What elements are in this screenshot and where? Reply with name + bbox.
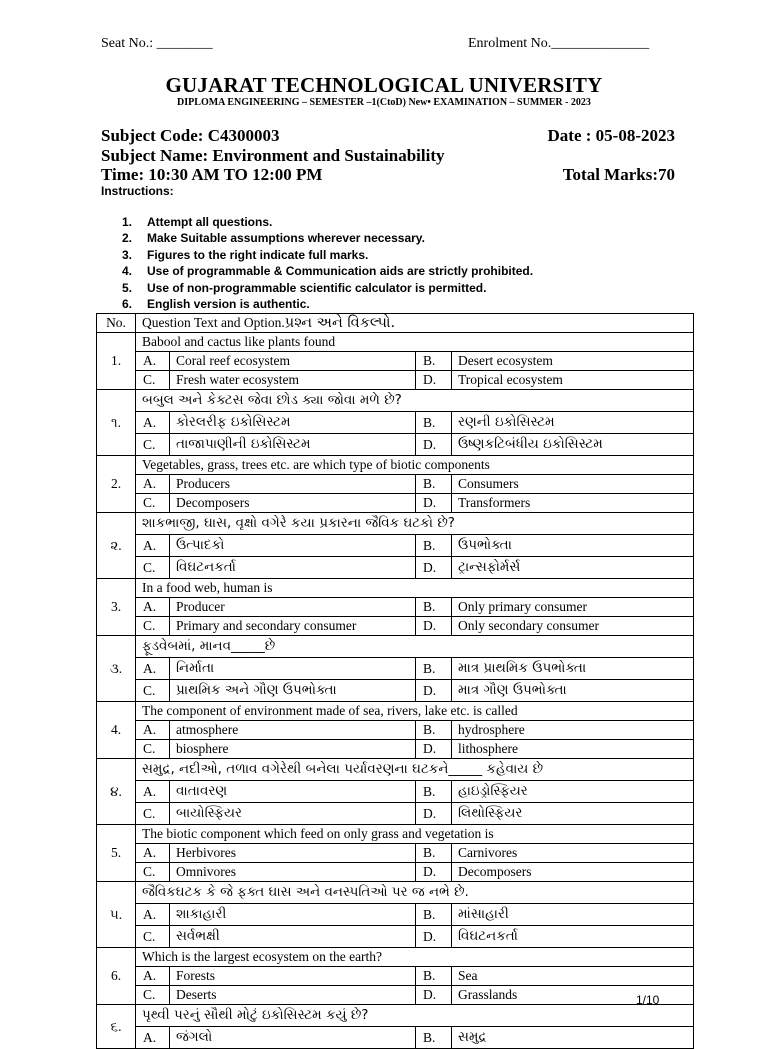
option-d-text: Tropical ecosystem bbox=[452, 371, 694, 390]
question-text: In a food web, human is bbox=[136, 579, 694, 598]
question-text: Vegetables, grass, trees etc. are which type of biotic components bbox=[136, 456, 694, 475]
question-text: Babool and cactus like plants found bbox=[136, 333, 694, 352]
option-row bbox=[97, 781, 694, 803]
option-b-text: ઉપભોક્તા bbox=[452, 535, 694, 557]
option-d-text: વિઘટનકર્તા bbox=[452, 926, 694, 948]
question-number: ૨. bbox=[97, 513, 136, 579]
option-row bbox=[97, 557, 694, 579]
option-row bbox=[97, 863, 694, 882]
option-row bbox=[97, 598, 694, 617]
question-row bbox=[97, 390, 694, 412]
option-row bbox=[97, 926, 694, 948]
option-b-label: B. bbox=[416, 844, 452, 863]
option-d-label: D. bbox=[416, 803, 452, 825]
page-number: 1/10 bbox=[636, 993, 660, 1007]
question-number: ૫. bbox=[97, 882, 136, 948]
question-text: શાકભાજી, ઘાસ, વૃક્ષો વગેરે કયા પ્રકારના જૈવિક ઘટકો છે? bbox=[136, 513, 694, 535]
question-text: જૈવિકઘટક કે જે ફક્ત ઘાસ અને વનસ્પતિઓ પર જ નભે છે. bbox=[136, 882, 694, 904]
question-number: 3. bbox=[97, 579, 136, 636]
option-c-label: C. bbox=[136, 863, 170, 882]
option-d-label: D. bbox=[416, 617, 452, 636]
option-a-text: વાતાવરણ bbox=[170, 781, 416, 803]
question-number: 5. bbox=[97, 825, 136, 882]
option-d-label: D. bbox=[416, 740, 452, 759]
option-row bbox=[97, 371, 694, 390]
option-b-text: Sea bbox=[452, 967, 694, 986]
question-row bbox=[97, 702, 694, 721]
question-row bbox=[97, 825, 694, 844]
option-c-text: વિઘટનકર્તા bbox=[170, 557, 416, 579]
option-c-label: C. bbox=[136, 557, 170, 579]
option-row bbox=[97, 904, 694, 926]
instruction-item bbox=[122, 247, 533, 263]
question-text: પૃથ્વી પરનું સૌથી મોટું ઇકોસિસ્ટમ કયું છે? bbox=[136, 1005, 694, 1027]
instruction-item bbox=[122, 230, 533, 246]
option-a-label: A. bbox=[136, 721, 170, 740]
option-d-label: D. bbox=[416, 434, 452, 456]
option-row bbox=[97, 617, 694, 636]
instruction-text: Use of programmable & Communication aids are strictly prohibited. bbox=[147, 264, 534, 279]
question-row bbox=[97, 948, 694, 967]
option-d-text: Decomposers bbox=[452, 863, 694, 882]
option-c-text: Decomposers bbox=[170, 494, 416, 513]
option-a-label: A. bbox=[136, 352, 170, 371]
option-d-label: D. bbox=[416, 986, 452, 1005]
option-c-text: Primary and secondary consumer bbox=[170, 617, 416, 636]
exam-date: Date : 05-08-2023 bbox=[547, 126, 675, 145]
option-b-label: B. bbox=[416, 598, 452, 617]
option-b-text: રણની ઇકોસિસ્ટમ bbox=[452, 412, 694, 434]
question-text: The biotic component which feed on only grass and vegetation is bbox=[136, 825, 694, 844]
option-d-text: લિથોસ્ફિયર bbox=[452, 803, 694, 825]
question-row bbox=[97, 579, 694, 598]
option-d-label: D. bbox=[416, 926, 452, 948]
option-a-text: નિર્માતા bbox=[170, 658, 416, 680]
subject-name: Subject Name: Environment and Sustainability bbox=[101, 146, 445, 165]
question-row bbox=[97, 333, 694, 352]
exam-time: Time: 10:30 AM TO 12:00 PM bbox=[101, 165, 323, 184]
option-b-label: B. bbox=[416, 412, 452, 434]
subject-code: Subject Code: C4300003 bbox=[101, 126, 280, 145]
option-b-text: Desert ecosystem bbox=[452, 352, 694, 371]
option-c-label: C. bbox=[136, 803, 170, 825]
option-c-label: C. bbox=[136, 986, 170, 1005]
question-text: બબુલ અને કેક્ટસ જેવા છોડ ક્યા જોવા મળે છે? bbox=[136, 390, 694, 412]
question-number: 1. bbox=[97, 333, 136, 390]
option-row bbox=[97, 352, 694, 371]
table-header-row bbox=[97, 314, 694, 333]
question-row bbox=[97, 636, 694, 658]
option-a-text: Coral reef ecosystem bbox=[170, 352, 416, 371]
question-text: ફૂડવેબમાં, માનવ_____છે bbox=[136, 636, 694, 658]
option-b-label: B. bbox=[416, 535, 452, 557]
instruction-text: Figures to the right indicate full marks. bbox=[147, 247, 369, 262]
option-b-text: માંસાહારી bbox=[452, 904, 694, 926]
question-row bbox=[97, 882, 694, 904]
option-c-label: C. bbox=[136, 371, 170, 390]
option-b-text: Carnivores bbox=[452, 844, 694, 863]
enrolment-no-field: Enrolment No.______________ bbox=[468, 36, 650, 51]
option-row bbox=[97, 434, 694, 456]
question-number: 4. bbox=[97, 702, 136, 759]
option-a-text: Producers bbox=[170, 475, 416, 494]
option-c-text: તાજાપાણીની ઇકોસિસ્ટમ bbox=[170, 434, 416, 456]
option-row bbox=[97, 844, 694, 863]
question-number: ૧. bbox=[97, 390, 136, 456]
question-text: Which is the largest ecosystem on the earth? bbox=[136, 948, 694, 967]
option-c-label: C. bbox=[136, 740, 170, 759]
option-c-label: C. bbox=[136, 680, 170, 702]
option-b-label: B. bbox=[416, 721, 452, 740]
option-a-text: કોરલરીફ ઇકોસિસ્ટમ bbox=[170, 412, 416, 434]
university-title: GUJARAT TECHNOLOGICAL UNIVERSITY bbox=[165, 73, 603, 97]
option-a-label: A. bbox=[136, 535, 170, 557]
option-b-text: સમુદ્ર bbox=[452, 1027, 694, 1049]
option-c-text: Omnivores bbox=[170, 863, 416, 882]
option-d-label: D. bbox=[416, 680, 452, 702]
option-b-text: Consumers bbox=[452, 475, 694, 494]
option-row bbox=[97, 680, 694, 702]
total-marks: Total Marks:70 bbox=[562, 165, 675, 184]
instruction-number: 1. bbox=[122, 215, 133, 229]
option-b-label: B. bbox=[416, 904, 452, 926]
option-a-label: A. bbox=[136, 844, 170, 863]
option-a-label: A. bbox=[136, 658, 170, 680]
option-d-label: D. bbox=[416, 494, 452, 513]
instruction-item bbox=[122, 280, 533, 296]
option-row bbox=[97, 494, 694, 513]
column-header-question: Question Text and Option.પ્રશ્ન અને વિકલ્પો. bbox=[136, 314, 694, 333]
option-d-label: D. bbox=[416, 557, 452, 579]
option-d-text: માત્ર ગૌણ ઉપભોક્તા bbox=[452, 680, 694, 702]
instruction-number: 6. bbox=[122, 296, 133, 311]
option-b-label: B. bbox=[416, 1027, 452, 1049]
exam-title: DIPLOMA ENGINEERING – SEMESTER –1(CtoD) New• EXAMINATION – SUMMER - 2023 bbox=[177, 97, 591, 108]
question-number: 6. bbox=[97, 948, 136, 1005]
seat-no-field: Seat No.: ________ bbox=[101, 36, 213, 51]
option-a-label: A. bbox=[136, 475, 170, 494]
option-b-text: Only primary consumer bbox=[452, 598, 694, 617]
option-c-label: C. bbox=[136, 926, 170, 948]
question-row bbox=[97, 759, 694, 781]
question-table bbox=[96, 313, 694, 1049]
instruction-item bbox=[122, 263, 533, 279]
option-row bbox=[97, 803, 694, 825]
option-row bbox=[97, 967, 694, 986]
option-a-label: A. bbox=[136, 781, 170, 803]
option-row bbox=[97, 475, 694, 494]
option-d-text: lithosphere bbox=[452, 740, 694, 759]
option-a-label: A. bbox=[136, 1027, 170, 1049]
column-header-no: No. bbox=[97, 314, 136, 333]
option-b-text: hydrosphere bbox=[452, 721, 694, 740]
option-c-text: biosphere bbox=[170, 740, 416, 759]
option-row bbox=[97, 412, 694, 434]
instruction-text: Use of non-programmable scientific calculator is permitted. bbox=[147, 280, 487, 295]
option-b-label: B. bbox=[416, 781, 452, 803]
option-c-text: Fresh water ecosystem bbox=[170, 371, 416, 390]
question-row bbox=[97, 456, 694, 475]
option-a-text: Producer bbox=[170, 598, 416, 617]
column-header-question-gujarati: પ્રશ્ન અને વિકલ્પો. bbox=[284, 315, 396, 331]
question-text: The component of environment made of sea, rivers, lake etc. is called bbox=[136, 702, 694, 721]
question-number: ૩. bbox=[97, 636, 136, 702]
option-d-text: Only secondary consumer bbox=[452, 617, 694, 636]
option-d-text: ઉષ્ણકટિબંધીય ઇકોસિસ્ટમ bbox=[452, 434, 694, 456]
option-d-text: Grasslands bbox=[452, 986, 694, 1005]
option-b-label: B. bbox=[416, 352, 452, 371]
option-d-label: D. bbox=[416, 863, 452, 882]
option-c-label: C. bbox=[136, 434, 170, 456]
option-a-text: જંગલો bbox=[170, 1027, 416, 1049]
option-a-text: Forests bbox=[170, 967, 416, 986]
option-a-label: A. bbox=[136, 904, 170, 926]
instruction-item bbox=[122, 214, 533, 230]
question-number: 2. bbox=[97, 456, 136, 513]
option-c-text: Deserts bbox=[170, 986, 416, 1005]
option-c-label: C. bbox=[136, 494, 170, 513]
option-a-text: ઉત્પાદકો bbox=[170, 535, 416, 557]
option-a-text: શાકાહારી bbox=[170, 904, 416, 926]
option-c-text: પ્રાથમિક અને ગૌણ ઉપભોક્તા bbox=[170, 680, 416, 702]
question-text: સમુદ્ર, નદીઓ, તળાવ વગેરેથી બનેલા પર્યાવરણના ઘટકને_____ કહેવાય છે bbox=[136, 759, 694, 781]
option-row bbox=[97, 658, 694, 680]
question-number: ૬. bbox=[97, 1005, 136, 1049]
instruction-text: Make Suitable assumptions wherever necessary. bbox=[147, 231, 425, 246]
option-a-label: A. bbox=[136, 967, 170, 986]
option-c-text: સર્વભક્ષી bbox=[170, 926, 416, 948]
option-b-label: B. bbox=[416, 475, 452, 494]
instruction-text: Attempt all questions. bbox=[147, 215, 273, 229]
question-number: ૪. bbox=[97, 759, 136, 825]
instruction-number: 3. bbox=[122, 247, 133, 262]
option-d-text: ટ્રાન્સફોર્મર્સ bbox=[452, 557, 694, 579]
option-a-text: atmosphere bbox=[170, 721, 416, 740]
option-row bbox=[97, 535, 694, 557]
instruction-text: English version is authentic. bbox=[147, 296, 310, 311]
option-d-label: D. bbox=[416, 371, 452, 390]
instruction-number: 4. bbox=[122, 264, 133, 279]
option-b-label: B. bbox=[416, 658, 452, 680]
question-row bbox=[97, 1005, 694, 1027]
instructions-list bbox=[122, 214, 533, 312]
option-c-text: બાયોસ્ફિયર bbox=[170, 803, 416, 825]
option-a-label: A. bbox=[136, 598, 170, 617]
option-row bbox=[97, 986, 694, 1005]
instruction-number: 5. bbox=[122, 280, 133, 295]
option-a-text: Herbivores bbox=[170, 844, 416, 863]
option-b-text: માત્ર પ્રાથમિક ઉપભોક્તા bbox=[452, 658, 694, 680]
instruction-number: 2. bbox=[122, 231, 133, 246]
instruction-item bbox=[122, 296, 533, 312]
option-b-label: B. bbox=[416, 967, 452, 986]
option-c-label: C. bbox=[136, 617, 170, 636]
question-row bbox=[97, 513, 694, 535]
option-b-text: હાઇડ્રોસ્ફિયર bbox=[452, 781, 694, 803]
option-row bbox=[97, 721, 694, 740]
option-row bbox=[97, 740, 694, 759]
instructions-title: Instructions: bbox=[101, 184, 174, 198]
option-row bbox=[97, 1027, 694, 1049]
option-a-label: A. bbox=[136, 412, 170, 434]
option-d-text: Transformers bbox=[452, 494, 694, 513]
